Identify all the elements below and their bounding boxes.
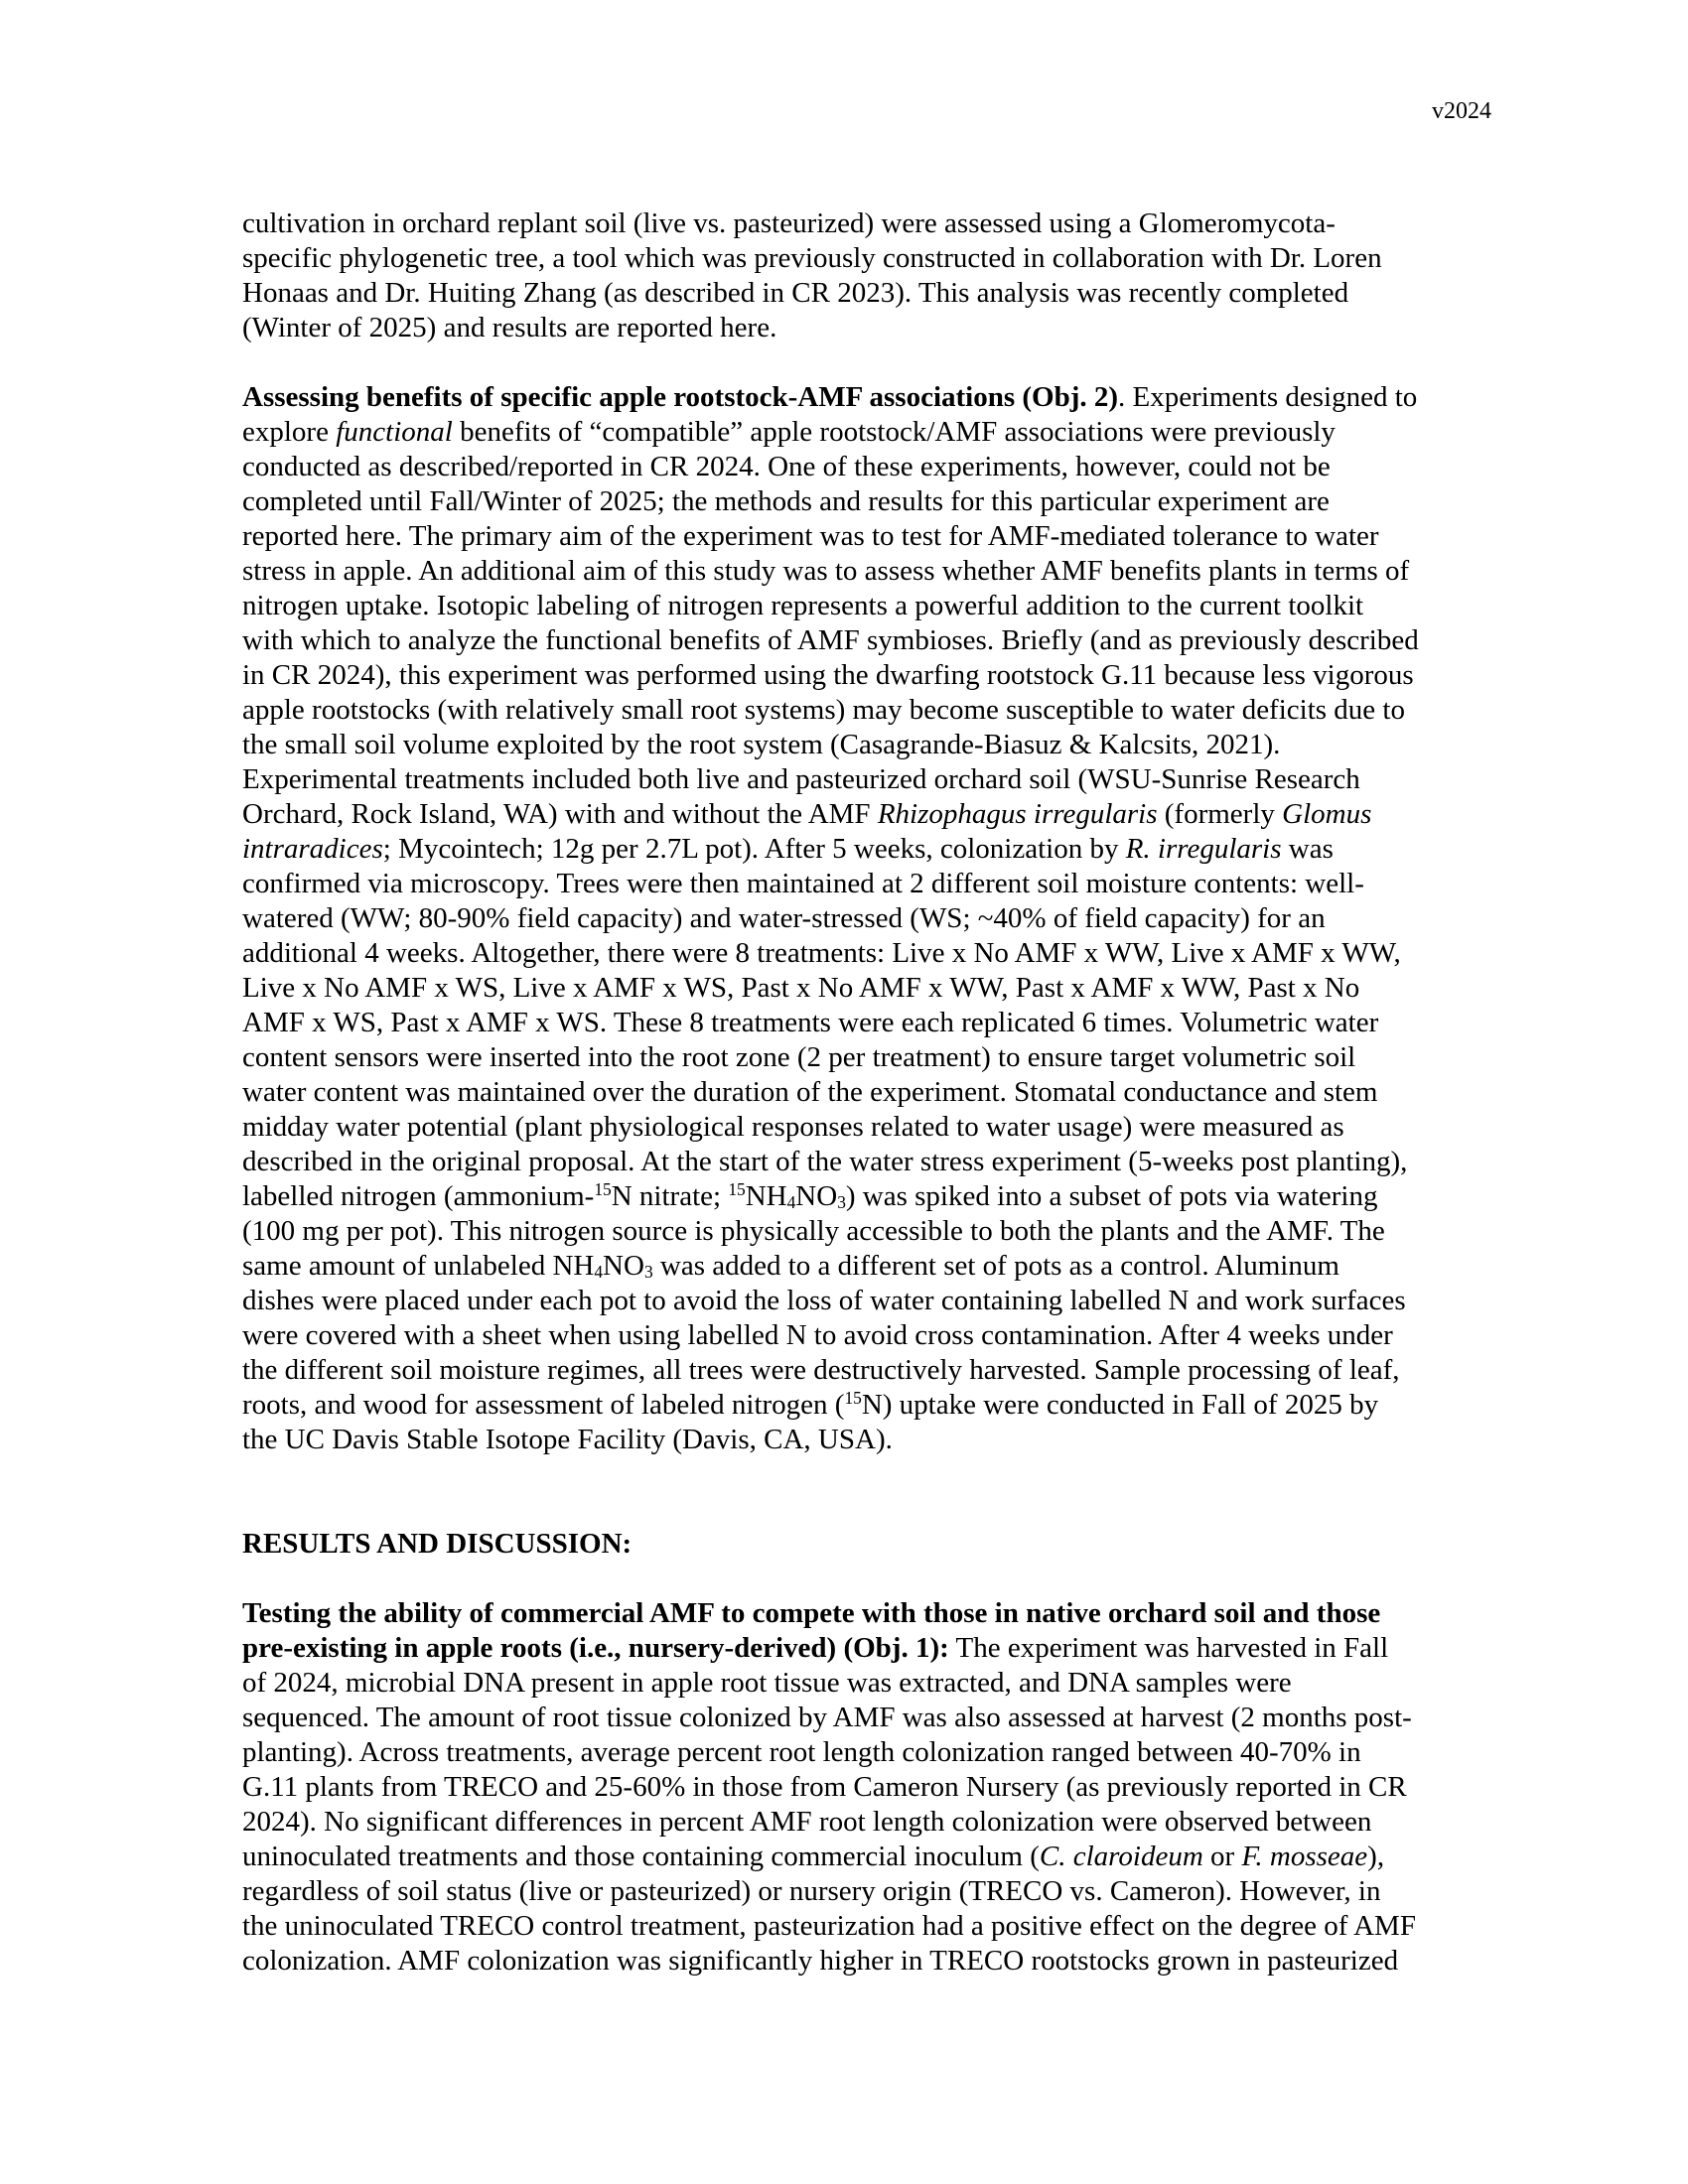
text-run: labelled nitrogen (ammonium- (242, 1180, 595, 1212)
text-run: additional 4 weeks. Altogether, there were 8 treatments: Live x No AMF x WW, Live x AMF x WW, (242, 937, 1401, 969)
text-line (242, 1318, 1491, 1353)
text-run: or (1202, 1841, 1242, 1872)
text-run: NO (795, 1180, 838, 1212)
text-run: C. claroideum (1039, 1841, 1203, 1872)
text-run: 4 (786, 1192, 796, 1213)
text-line (242, 1770, 1491, 1805)
text-run: Orchard, Rock Island, WA) with and without the AMF (242, 798, 878, 830)
text-line (242, 797, 1491, 832)
text-line (242, 1388, 1491, 1423)
text-line (242, 832, 1491, 867)
text-line (242, 1006, 1491, 1040)
text-run: Live x No AMF x WS, Live x AMF x WS, Past x No AMF x WW, Past x AMF x WW, Past x No (242, 972, 1360, 1004)
text-run: cultivation in orchard replant soil (live vs. pasteurized) were assessed using a Glomeromycota- (242, 207, 1336, 239)
text-line (242, 554, 1491, 589)
text-run: (100 mg per pot). This nitrogen source is physically accessible to both the plants and the AMF. The (242, 1215, 1385, 1247)
text-run: NO (603, 1250, 644, 1282)
text-line (242, 276, 1491, 311)
text-line (242, 206, 1491, 241)
text-run: F. mosseae (1241, 1841, 1368, 1872)
text-run: 4 (594, 1262, 604, 1283)
text-line (242, 1353, 1491, 1388)
text-run: in CR 2024), this experiment was performed using the dwarfing rootstock G.11 because less vigorous (242, 659, 1414, 691)
text-run: R. irregularis (1125, 833, 1282, 865)
text-run: AMF x WS, Past x AMF x WS. These 8 treatments were each replicated 6 times. Volumetric water (242, 1007, 1379, 1038)
text-line (242, 623, 1491, 658)
text-run: 3 (643, 1262, 653, 1283)
text-run: the different soil moisture regimes, all trees were destructively harvested. Sample processing of leaf, (242, 1354, 1400, 1386)
document-body (242, 206, 1491, 1979)
text-run: 3 (837, 1192, 846, 1213)
text-run: ; Mycointech; 12g per 2.7L pot). After 5 weeks, colonization by (382, 833, 1126, 865)
text-line (242, 1145, 1491, 1179)
text-line (242, 728, 1491, 762)
text-line (242, 1631, 1491, 1666)
text-run: roots, and wood for assessment of labeled nitrogen ( (242, 1389, 845, 1421)
text-run: apple rootstocks (with relatively small root systems) may become susceptible to water deficits due to (242, 694, 1405, 726)
text-line (242, 1805, 1491, 1840)
text-run: specific phylogenetic tree, a tool which was previously constructed in collaboration with Dr. Loren (242, 242, 1382, 274)
paragraph-obj2-methods (242, 380, 1491, 1457)
document-content (242, 0, 1491, 1979)
text-run: The experiment was harvested in Fall (948, 1632, 1389, 1664)
text-run: ) was spiked into a subset of pots via watering (845, 1180, 1378, 1212)
text-line (242, 380, 1491, 415)
text-line (242, 1075, 1491, 1110)
text-run: was (1281, 833, 1334, 865)
text-run: RESULTS AND DISCUSSION: (242, 1528, 633, 1560)
heading-results-discussion-heading (242, 1527, 1491, 1562)
text-run: Rhizophagus irregularis (877, 798, 1158, 830)
text-line (242, 1284, 1491, 1318)
text-run: (Winter of 2025) and results are reported here. (242, 312, 777, 343)
text-line (242, 589, 1491, 623)
text-run: the small soil volume exploited by the root system (Casagrande-Biasuz & Kalcsits, 2021). (242, 729, 1281, 760)
text-line (242, 693, 1491, 728)
text-run: N nitrate; (611, 1180, 729, 1212)
text-run: regardless of soil status (live or pasteurized) or nursery origin (TRECO vs. Cameron). However, in (242, 1875, 1381, 1907)
text-run: midday water potential (plant physiological responses related to water usage) were measured as (242, 1111, 1344, 1143)
text-line (242, 936, 1491, 971)
text-run: (formerly (1157, 798, 1283, 830)
text-run: conducted as described/reported in CR 2024. One of these experiments, however, could not be (242, 451, 1331, 482)
text-run: intraradices (242, 833, 383, 865)
text-line (242, 1701, 1491, 1735)
text-run: stress in apple. An additional aim of this study was to assess whether AMF benefits plants in terms of (242, 555, 1410, 587)
text-run: Testing the ability of commercial AMF to compete with those in native orchard soil and those (242, 1597, 1381, 1629)
text-run: the UC Davis Stable Isotope Facility (Davis, CA, USA). (242, 1424, 893, 1455)
text-line (242, 1179, 1491, 1214)
paragraph-obj1-results (242, 1596, 1491, 1979)
text-run: completed until Fall/Winter of 2025; the methods and results for this particular experiment are (242, 485, 1330, 517)
text-line (242, 241, 1491, 276)
text-run: the uninoculated TRECO control treatment, pasteurization had a positive effect on the degree of AMF (242, 1910, 1416, 1942)
text-run: watered (WW; 80-90% field capacity) and water-stressed (WS; ~40% of field capacity) for an (242, 902, 1326, 934)
text-line (242, 867, 1491, 901)
text-run: explore (242, 416, 337, 448)
text-line (242, 450, 1491, 484)
text-run: colonization. AMF colonization was significantly higher in TRECO rootstocks grown in pasteurized (242, 1945, 1399, 1977)
text-run: Glomus (1282, 798, 1372, 830)
text-run: was added to a different set of pots as a control. Aluminum (652, 1250, 1339, 1282)
text-run: 15 (844, 1388, 862, 1409)
text-line (242, 484, 1491, 519)
text-line (242, 901, 1491, 936)
text-line (242, 1110, 1491, 1145)
text-run: Assessing benefits of specific apple rootstock-AMF associations (Obj. 2) (242, 381, 1119, 413)
text-line (242, 1214, 1491, 1249)
text-line (242, 1944, 1491, 1979)
text-line (242, 1909, 1491, 1944)
text-line (242, 415, 1491, 450)
text-line (242, 1249, 1491, 1284)
text-run: Honaas and Dr. Huiting Zhang (as described in CR 2023). This analysis was recently completed (242, 277, 1349, 309)
text-run: dishes were placed under each pot to avoid the loss of water containing labelled N and work surfaces (242, 1285, 1406, 1316)
text-run: N) uptake were conducted in Fall of 2025 by (861, 1389, 1379, 1421)
text-line (242, 1666, 1491, 1701)
text-run: reported here. The primary aim of the experiment was to test for AMF-mediated tolerance to water (242, 520, 1379, 552)
version-label: v2024 (1432, 98, 1491, 124)
text-run: sequenced. The amount of root tissue colonized by AMF was also assessed at harvest (2 months post- (242, 1702, 1412, 1733)
paragraph-methods-intro (242, 206, 1491, 345)
text-run: were covered with a sheet when using labelled N to avoid cross contamination. After 4 weeks under (242, 1319, 1393, 1351)
text-line (242, 1840, 1491, 1874)
text-run: same amount of unlabeled NH (242, 1250, 595, 1282)
text-run: of 2024, microbial DNA present in apple root tissue was extracted, and DNA samples were (242, 1667, 1292, 1699)
text-run: uninoculated treatments and those containing commercial inoculum ( (242, 1841, 1040, 1872)
text-run: nitrogen uptake. Isotopic labeling of nitrogen represents a powerful addition to the current toolkit (242, 590, 1364, 621)
text-run: 2024). No significant differences in percent AMF root length colonization were observed between (242, 1806, 1372, 1838)
text-run: Experimental treatments included both live and pasteurized orchard soil (WSU-Sunrise Research (242, 763, 1360, 795)
text-run: 15 (594, 1179, 612, 1200)
text-line (242, 1040, 1491, 1075)
text-line (242, 762, 1491, 797)
text-run: pre-existing in apple roots (i.e., nursery-derived) (Obj. 1): (242, 1632, 949, 1664)
text-run: functional (336, 416, 453, 448)
text-run: 15 (728, 1179, 746, 1200)
text-line (242, 1874, 1491, 1909)
text-line (242, 1527, 1491, 1562)
text-run: content sensors were inserted into the root zone (2 per treatment) to ensure target volumetric soil (242, 1041, 1356, 1073)
text-run: . Experiments designed to (1118, 381, 1418, 413)
text-run: described in the original proposal. At the start of the water stress experiment (5-weeks post planting), (242, 1146, 1408, 1177)
text-line (242, 971, 1491, 1006)
text-run: ), (1367, 1841, 1385, 1872)
text-line (242, 658, 1491, 693)
text-run: NH (745, 1180, 787, 1212)
text-line (242, 1596, 1491, 1631)
text-line (242, 1735, 1491, 1770)
text-line (242, 311, 1491, 345)
text-run: confirmed via microscopy. Trees were then maintained at 2 different soil moisture contents: well- (242, 868, 1364, 899)
text-line (242, 519, 1491, 554)
text-line (242, 1423, 1491, 1457)
text-run: planting). Across treatments, average percent root length colonization ranged between 40-70% in (242, 1736, 1361, 1768)
text-run: benefits of “compatible” apple rootstock/AMF associations were previously (452, 416, 1336, 448)
text-run: with which to analyze the functional benefits of AMF symbioses. Briefly (and as previously described (242, 624, 1419, 656)
text-run: water content was maintained over the duration of the experiment. Stomatal conductance and stem (242, 1076, 1378, 1108)
text-run: G.11 plants from TRECO and 25-60% in those from Cameron Nursery (as previously reported in CR (242, 1771, 1407, 1803)
